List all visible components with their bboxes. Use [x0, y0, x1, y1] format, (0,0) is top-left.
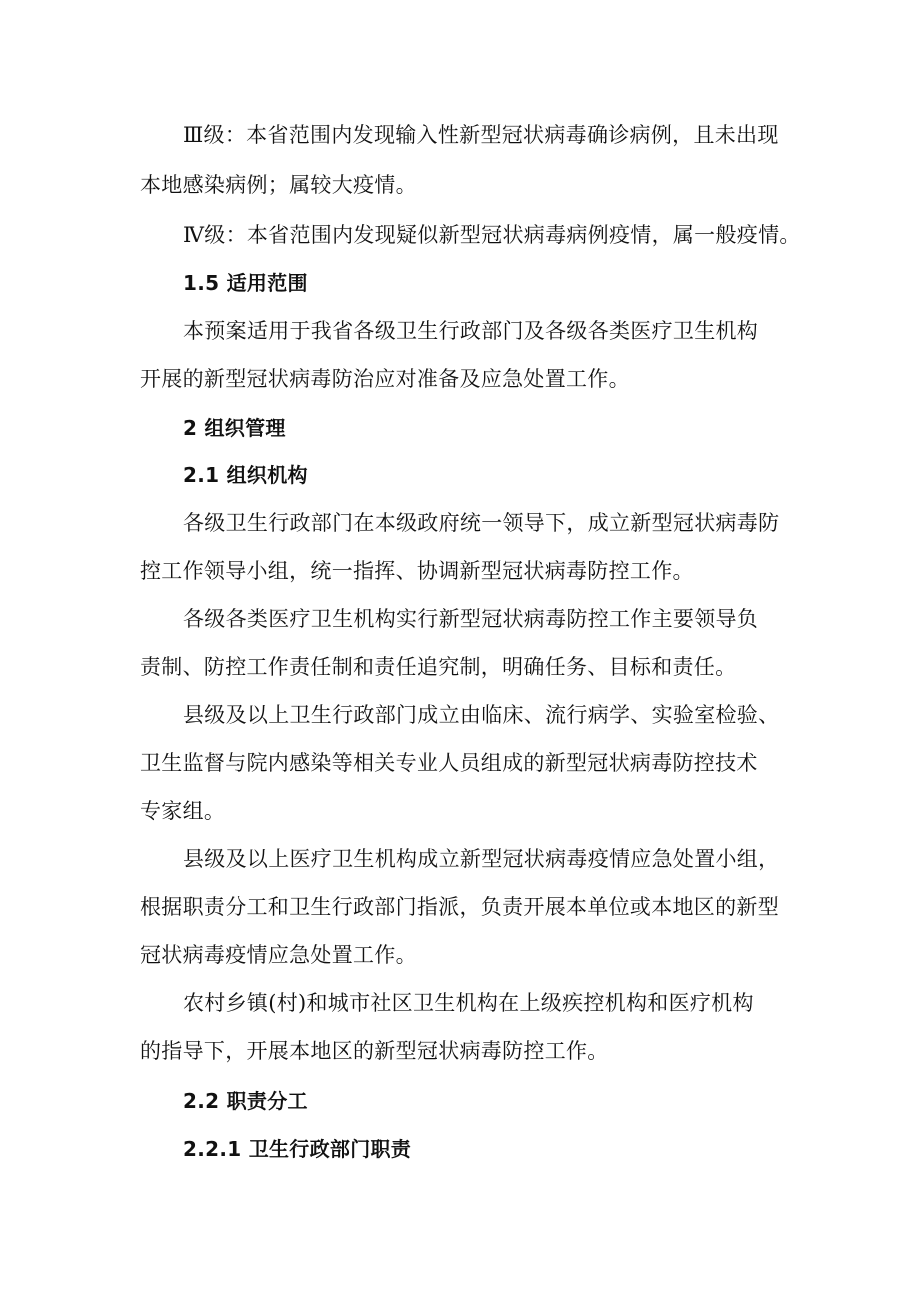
paragraph-line: 农村乡镇(村)和城市社区卫生机构在上级疾控机构和医疗机构 [183, 991, 754, 1015]
paragraph-line: 本地感染病例；属较大疫情。 [140, 173, 417, 197]
paragraph-line: Ⅳ级：本省范围内发现疑似新型冠状病毒病例疫情，属一般疫情。 [183, 223, 801, 247]
paragraph-line: 各级各类医疗卫生机构实行新型冠状病毒防控工作主要领导负 [183, 607, 759, 631]
paragraph-line: 本预案适用于我省各级卫生行政部门及各级各类医疗卫生机构 [183, 319, 759, 343]
section-heading: 2.2 职责分工 [183, 1089, 308, 1113]
paragraph-line: 的指导下，开展本地区的新型冠状病毒防控工作。 [140, 1039, 609, 1063]
paragraph-line: 根据职责分工和卫生行政部门指派，负责开展本单位或本地区的新型 [140, 895, 779, 919]
paragraph-line: 卫生监督与院内感染等相关专业人员组成的新型冠状病毒防控技术 [140, 751, 758, 775]
paragraph-line: 县级及以上卫生行政部门成立由临床、流行病学、实验室检验、 [183, 703, 780, 727]
paragraph-line: 控工作领导小组，统一指挥、协调新型冠状病毒防控工作。 [140, 559, 694, 583]
section-heading: 2 组织管理 [183, 416, 286, 440]
paragraph-line: 开展的新型冠状病毒防治应对准备及应急处置工作。 [140, 367, 630, 391]
paragraph-line: 责制、防控工作责任制和责任追究制，明确任务、目标和责任。 [140, 655, 737, 679]
paragraph-line: 县级及以上医疗卫生机构成立新型冠状病毒疫情应急处置小组， [183, 847, 780, 871]
paragraph-line: Ⅲ级：本省范围内发现输入性新型冠状病毒确诊病例，且未出现 [183, 123, 779, 147]
paragraph-line: 各级卫生行政部门在本级政府统一领导下，成立新型冠状病毒防 [183, 511, 780, 535]
section-heading: 1.5 适用范围 [183, 271, 308, 295]
section-heading: 2.2.1 卫生行政部门职责 [183, 1137, 412, 1161]
paragraph-line: 冠状病毒疫情应急处置工作。 [140, 943, 417, 967]
paragraph-line: 专家组。 [140, 799, 226, 823]
section-heading: 2.1 组织机构 [183, 463, 308, 487]
